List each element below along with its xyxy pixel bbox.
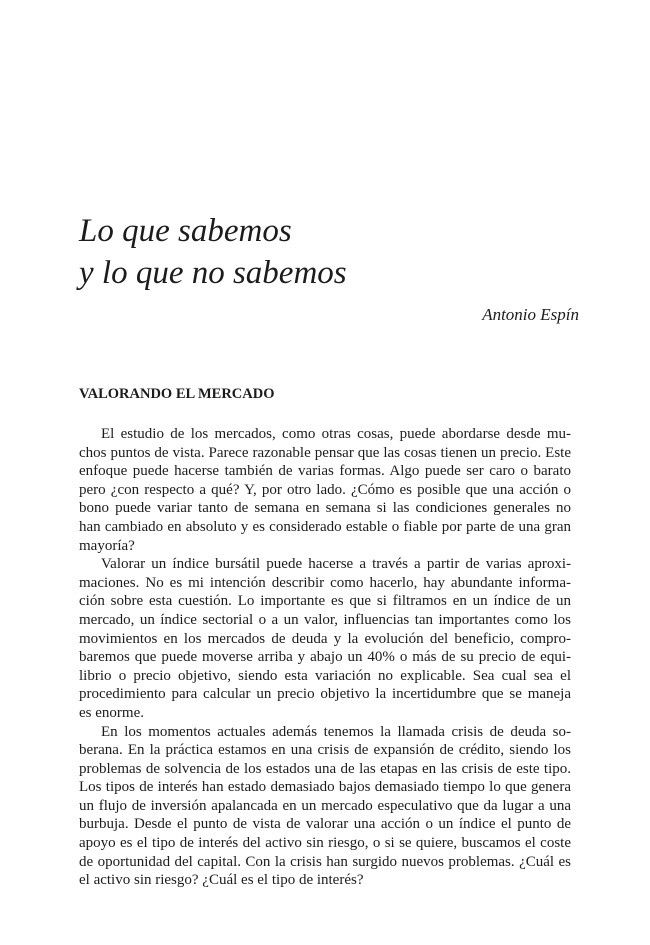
paragraph-line: maciones. No es mi intención describir como hacerlo, hay abundante informa- — [79, 574, 571, 591]
chapter-title-line-2: y lo que no sabemos — [79, 255, 347, 291]
paragraph-line: librio o precio objetivo, siendo esta variación no explicable. Sea cual sea el — [79, 667, 571, 684]
body-text — [79, 425, 571, 890]
paragraph-line: burbuja. Desde el punto de vista de valorar una acción o un índice el punto de — [79, 816, 571, 833]
paragraph-line: apoyo es el tipo de interés del activo sin riesgo, o si se quiere, buscamos el coste — [79, 835, 571, 852]
paragraph-line: baremos que puede moverse arriba y abajo un 40% o más de su precio de equi- — [79, 649, 571, 666]
paragraph — [79, 425, 571, 555]
paragraph-line: enfoque puede hacerse también de varias formas. Algo puede ser caro o barato — [79, 463, 571, 480]
paragraph — [79, 555, 571, 722]
section-heading: VALORANDO EL MERCADO — [79, 386, 275, 402]
paragraph-line: mayoría? — [79, 537, 135, 554]
paragraph — [79, 723, 571, 890]
paragraph-line: el activo sin riesgo? ¿Cuál es el tipo de interés? — [79, 872, 364, 889]
paragraph-line: chos puntos de vista. Parece razonable pensar que las cosas tienen un precio. Este — [79, 444, 571, 461]
paragraph-line: procedimiento para calcular un precio objetivo la incertidumbre que se maneja — [79, 686, 571, 703]
paragraph-line: un flujo de inversión apalancada en un mercado especulativo que da lugar a una — [79, 797, 571, 814]
paragraph-line: ción sobre esta cuestión. Lo importante es que si filtramos en un índice de un — [79, 593, 571, 610]
paragraph-line: Valorar un índice bursátil puede hacerse a través a partir de varias aproxi- — [101, 556, 571, 573]
paragraph-line: pero ¿con respecto a qué? Y, por otro lado. ¿Cómo es posible que una acción o — [79, 481, 571, 498]
author-name: Antonio Espín — [482, 305, 579, 324]
chapter-title-line-1: Lo que sabemos — [79, 213, 292, 249]
paragraph-line: de oportunidad del capital. Con la crisis han surgido nuevos problemas. ¿Cuál es — [79, 853, 571, 870]
paragraph-line: berana. En la práctica estamos en una crisis de expansión de crédito, siendo los — [79, 742, 571, 759]
paragraph-line: Los tipos de interés han estado demasiado bajos demasiado tiempo lo que genera — [79, 779, 571, 796]
paragraph-line: El estudio de los mercados, como otras cosas, puede abordarse desde mu- — [101, 426, 571, 442]
paragraph-line: problemas de solvencia de los estados una de las etapas en las crisis de este tipo. — [79, 760, 571, 777]
paragraph-line: es enorme. — [79, 704, 144, 721]
paragraph-line: bono puede variar tanto de semana en semana si las condiciones generales no — [79, 500, 571, 517]
paragraph-line: En los momentos actuales además tenemos la llamada crisis de deuda so- — [101, 723, 571, 740]
paragraph-line: han cambiado en absoluto y es considerado estable o fiable por parte de una gran — [79, 518, 571, 535]
paragraph-line: movimientos en los mercados de deuda y la evolución del beneficio, compro- — [79, 630, 571, 647]
paragraph-line: mercado, un índice sectorial o a un valor, influencias tan importantes como los — [79, 611, 571, 628]
chapter-title — [79, 210, 579, 294]
